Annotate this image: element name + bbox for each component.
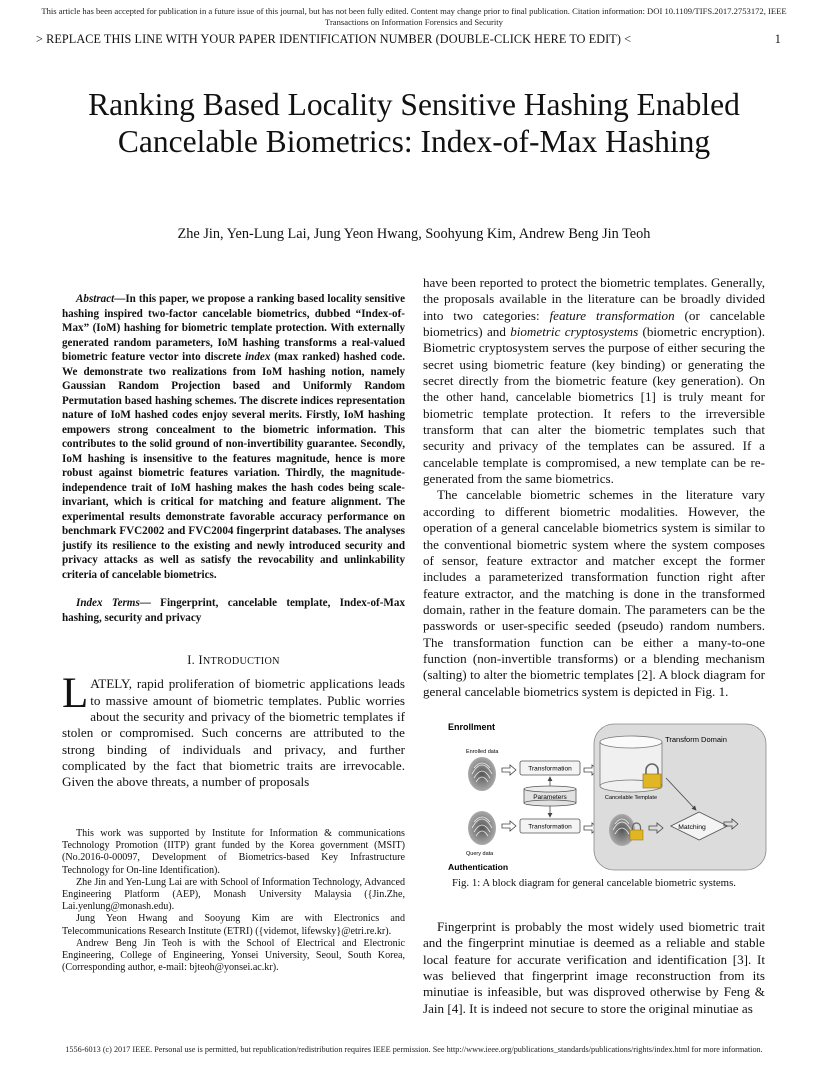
abstract: [62, 292, 405, 582]
footnote-funding: This work was supported by Institute for Information & communications Technology Promotion (IITP) grant funded by the Korea government (MSIT) (No.2016-0-00097, Development of Biometrics-based Key Infrastructure Technology for On-line Identification).: [62, 828, 405, 876]
section-heading-introduction: [62, 652, 405, 670]
author-list: Zhe Jin, Yen-Lung Lai, Jung Yeon Hwang, Soohyung Kim, Andrew Beng Jin Teoh: [177, 226, 651, 242]
p1-emphasis-1: feature transformation: [549, 307, 675, 323]
cancelable-template-label: Cancelable Template: [604, 795, 658, 801]
body-paragraph-1: [423, 275, 765, 487]
paper-title: Ranking Based Locality Sensitive Hashing Enabled Cancelable Biometrics: Index-of-Max Hashing: [88, 87, 740, 159]
label-enrollment: Enrollment: [448, 722, 496, 732]
drop-cap: L: [62, 670, 89, 718]
right-column: [423, 275, 765, 700]
journal-notice-line1: This article has been accepted for publication in a future issue of this journal, but has not been fully edited. Content may change prior to final publication. Citation information: DOI 10.1109/TIFS.2017.2753172, IEEE: [41, 6, 787, 16]
left-column: [62, 292, 405, 791]
transformation-label-enroll: Transformation: [528, 765, 572, 773]
arrow-query-in-icon: [502, 821, 516, 831]
index-terms: [62, 596, 405, 625]
index-terms-text: Fingerprint, cancelable template, Index-of-Max hashing, security and privacy: [62, 597, 405, 624]
journal-notice: [20, 6, 808, 28]
figure-1: [444, 718, 770, 874]
enrolled-fingerprint-icon: [468, 757, 496, 791]
journal-notice-line2: Transactions on Information Forensics and Security: [325, 17, 503, 27]
abstract-label: Abstract: [76, 293, 115, 305]
section-numeral: I.: [187, 653, 196, 667]
footnotes: [62, 828, 405, 974]
body-paragraph-3: Fingerprint is probably the most widely used biometric trait and the fingerprint minutiae is deemed as a reliable and stable local feature for accurate verification and identification [3]. It was believed that fingerprint image reconstruction from its minutiae is infeasible, but was disproved otherwise by Feng & Jain [4]. It is indeed not secure to store the original minutiae as: [423, 919, 765, 1016]
label-enrolled-data: Enrolled data: [466, 749, 499, 755]
section-heading-rest: NTRODUCTION: [202, 656, 280, 667]
abstract-text-a: In this paper, we propose a ranking based locality sensitive hashing inspired two-factor cancelable biometrics, dubbed “Index-of-Max” (IoM) hashing for biometric template protection. With externally generated random parameters, IoM hashing transforms a real-valued biometric feature vector into discrete: [62, 293, 405, 363]
index-terms-label: Index Terms: [76, 597, 140, 609]
transform-domain-label: Transform Domain: [665, 735, 727, 744]
paper-id-placeholder: > REPLACE THIS LINE WITH YOUR PAPER IDENTIFICATION NUMBER (DOUBLE-CLICK HERE TO EDIT) <: [36, 32, 632, 46]
arrow-enroll-in-icon: [502, 765, 516, 775]
abstract-dash: —: [114, 293, 126, 305]
running-header: [36, 32, 781, 47]
page-number: 1: [774, 32, 781, 46]
transformation-label-query: Transformation: [528, 823, 572, 831]
introduction-text: rapid proliferation of biometric applications leads to massive amount of biometric templates. Public worries about the security and privacy of the biometric templates if stolen or compromised. Such concerns are attributed to the strong binding of individuals and privacy, and further complicated by the fact that biometric traits are irrevocable. Given the above threats, a number of proposals: [62, 676, 405, 790]
footnote-affiliation-etri: Jung Yeon Hwang and Sooyung Kim are with Electronics and Telecommunications Research Institute (ETRI) ({videmot, lifewsky}@etri.re.kr).: [62, 913, 405, 937]
introduction-paragraph: [62, 670, 405, 790]
p1-emphasis-2: biometric cryptosystems: [510, 324, 639, 340]
query-fingerprint-icon: [468, 811, 496, 845]
section-heading-initial: I: [198, 653, 203, 667]
index-terms-dash: —: [139, 597, 151, 609]
block-diagram: [444, 718, 770, 874]
p1-text-c: (biometric encryption). Biometric cryptosystem serves the purpose of either securing the secret using biometric feature (key binding) or generating the secret directly from the biometric feature (key generation). On the other hand, cancelable biometrics [1] is truly meant for biometric template protection. It refers to the irreversible transform that can alter the biometric templates such that security and privacy of the templates can be assured. If a cancelable template is compromised, a new template can be re-generated from the same biometrics.: [423, 324, 765, 487]
parameters-label: Parameters: [533, 794, 567, 801]
drop-cap-rest: ATELY,: [90, 676, 133, 692]
footnote-affiliation-monash: Zhe Jin and Yen-Lung Lai are with School of Information Technology, Advanced Engineering Platform (AEP), Monash University Malaysia ({Jin.Zhe, Lai.yenlung@monash.edu).: [62, 876, 405, 913]
label-authentication: Authentication: [448, 862, 509, 872]
matching-label: Matching: [678, 824, 706, 831]
copyright-notice: 1556-6013 (c) 2017 IEEE. Personal use is permitted, but republication/redistribution requires IEEE permission. See http://www.ieee.org/publications_standards/publications/rights/index.html for more information.: [65, 1045, 763, 1054]
p1-text-b: (or cancelable biometrics) and: [423, 307, 765, 340]
body-paragraph-2: The cancelable biometric schemes in the literature vary according to different biometric modalities. However, the operation of a general cancelable biometrics system is similar to the conventional biometric system where the system composes of sensor, feature extractor and matcher except the former includes a parameterized transformation function right after feature extractor, and the matching is done in the transformed domain, rather in the feature domain. The parameters can be the passwords or user-specific seeded (pseudo) random numbers. The transformation function can be either a many-to-one function (non-invertible transforms) or a blending mechanism (salting) to alter the biometric templates [2]. A block diagram for general cancelable biometrics system is depicted in Fig. 1.: [423, 487, 765, 699]
figure-1-caption: Fig. 1: A block diagram for general cancelable biometric systems.: [452, 877, 736, 889]
abstract-text-b: (max ranked) hashed code. We demonstrate two realizations from IoM hashing notion, namely Gaussian Random Projection based and Uniformly Random Permutation based hashing schemes. The discrete indices representation nature of IoM hashed codes enjoy several merits. Firstly, IoM hashing empowers strong concealment to the biometric information. This contributes to the solid ground of non-invertibility guarantee. Secondly, IoM hashing is insensitive to the features magnitude, hence is more robust against biometric features variation. Thirdly, the magnitude-independence trait of IoM hashing makes the hash codes being scale-invariant, which is critical for matching and feature alignment. The experimental results demonstrate favorable accuracy performance on benchmark FVC2002 and FVC2004 fingerprint databases. The analyses justify its resilience to the existing and newly introduced security and privacy attacks as well as satisfy the revocability and unlinkability criteria of cancelable biometrics.: [62, 351, 406, 581]
p1-text-a: have been reported to protect the biometric templates. Generally, the proposals available in the literature can be broadly divided into two categories:: [423, 275, 765, 323]
footnote-affiliation-yonsei: Andrew Beng Jin Teoh is with the School of Electrical and Electronic Engineering, College of Engineering, Yonsei University, Seoul, South Korea, (Corresponding author, e-mail: bjteoh@yonsei.ac.kr).: [62, 937, 405, 974]
abstract-emphasis: index: [245, 351, 271, 363]
label-query-data: Query data: [466, 851, 494, 857]
